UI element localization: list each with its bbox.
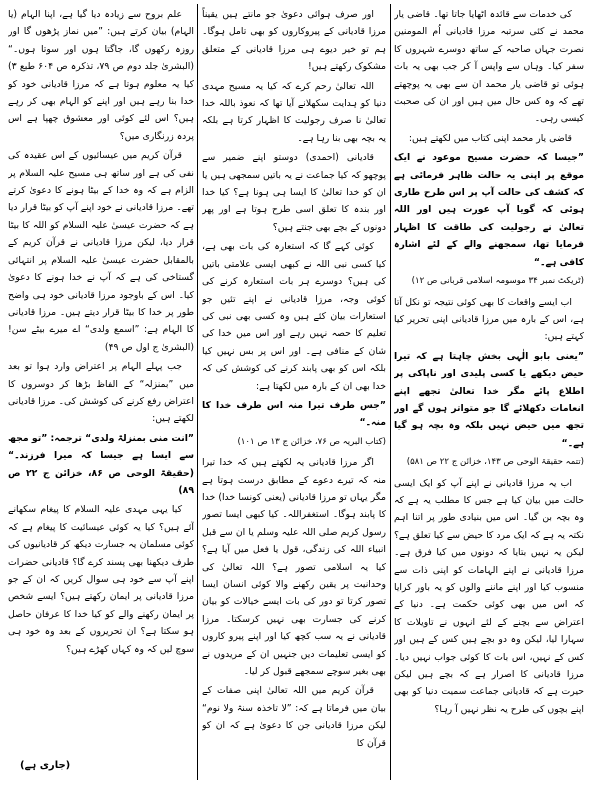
paragraph: قرآن کریم میں اللہ تعالیٰ اپنی صفات کے بیان میں فرماتا ہے کہ: ”لا تاخذہ سنۃ ولا نوم“ لیکن مرزا قادیانی جن کا دعویٰ ہے کہ ان کو قرآن کا: [202, 685, 386, 749]
paragraph: قاضی یار محمد اپنی کتاب میں لکھتے ہیں:: [408, 132, 572, 144]
column-middle: [202, 6, 386, 778]
paragraph: علم بروح سے زیادہ دیا گیا ہے، اپنا الہام (یا الہام) بیان کرتے ہیں: ”میں نماز پڑھوں گا اور روزہ رکھوں گا، جاگتا ہوں اور سوتا ہوں۔“ (البشریٰ جلد دوم ص ۷۹، تذکرہ ص ۶۰۴ طبع ۳) کیا یہ معلوم ہوتا ہے کہ مرزا قادیانی خود کو خدا بنا رہے ہیں اور اپنے کو الہام بھی کر رہے ہیں؟ اس لئے کوئی اور معشوق چھپا ہے اس پردہ زرنگاری میں؟: [8, 9, 194, 142]
paragraph: کوئی کہے گا کہ استعارہ کی بات بھی ہے، کیا کسی نبی اللہ نے کبھی ایسی علامتی باتیں کی ہیں؟ دوسرے ہر بات استعارہ کرنے کی کوئی وجہ، مرزا قادیانی نے اپنے تئیں جو استعارات بیان کئے ہیں وہ کسی بھی نبی کی تعلیم کا حصہ نہیں رہے اور اس میں خدا کی شان کے منافی ہے۔ اور اس پر بس نہیں کیا بلکہ اس کو بھی پابند کرنے کی کوشش کی کہ خدا بھی ان کے بارہ میں لکھتا ہے:: [202, 241, 386, 392]
paragraph: قادیانی (احمدی) دوستو اپنے ضمیر سے پوچھو کہ کیا جماعت نے یہ باتیں سمجھی ہیں یا ان کو خدا تعالیٰ کا ایسا ہی ہونا ہے؟ کیا خدا اور بندہ کا تعلق اسی طرح ہوتا ہے اور پھر دونوں کے بچے بھی جنتے ہیں؟: [202, 152, 386, 233]
paragraph: اللہ تعالیٰ رحم کرے کہ کیا یہ مسیح مہدی دنیا کو ہدایت سکھلانے آیا تھا کہ نعوذ باللہ خدا تعالیٰ نا صرف رجولیت کا اظہار کرتا ہے بلکہ یہ بچہ بھی بنا رہا ہے۔: [202, 80, 386, 144]
paragraph: کیا یہی مہدی علیہ السلام کا پیغام سکھانے آئے ہیں؟ کیا یہ کوئی عیسائیت کا پیغام ہے کہ کوئی مسلمان یہ جسارت دیکھ کر قادیانیوں کی طرف دیکھنا بھی پسند کرے گا؟ قادیانی حضرات اپنے آپ سے خود ہی سوال کریں کہ ان کے جو مرزا قادیانی پر ایمان رکھتے ہیں؟ ایسے شخص پر ایمان رکھنے والے کو کیا خدا کا عرفان حاصل ہو سکتا ہے؟ ان تحریروں کے بعد وہ خود ہی سوچ لیں کہ وہ کہاں کھڑے ہیں؟: [8, 504, 194, 655]
paragraph: قرآن کریم میں عیسائیوں کے اس عقیدہ کی نفی کی ہے اور ساتھ ہی مسیح علیہ السلام پر الزام ہے کہ وہ خدا کے بیٹا ہونے کا دعویٰ کرتے تھے۔ مرزا قادیانی نے خود اپنے آپ کو بیٹا قرار دیا ہے کہ حضرت عیسیٰ علیہ السلام کو اللہ کا بیٹا قرار دیا، لیکن مرزا قادیانی نے قرآن کریم کے بالمقابل حضرت عیسیٰ علیہ السلام پر انتہائی گستاخی کی ہے کہ آپ نے خدا ہونے کا دعویٰ کیا۔ اس کے باوجود مرزا قادیانی خود ہی واضح طور پر خدا کا بیٹا قرار دیتے ہیں۔ مرزا قادیانی کا الہام ہے: ”اسمع ولدی“ اے میرے بیٹے سن! (البشریٰ ج اول ص ۴۹): [8, 150, 194, 353]
reference: (کتاب البریہ ص ۷۶، خزائن ج ۱۳ ص ۱۰۱): [237, 436, 386, 447]
column-right: [394, 6, 584, 778]
paragraph: جب پہلے الہام پر اعتراض وارد ہوا تو بعد میں ”بمنزلہ“ کے الفاظ بڑھا کر دوسروں کا اعتراض رفع کرنے کی کوشش کی۔ مرزا قادیانی لکھتے ہیں:: [8, 361, 194, 425]
paragraph: اور صرف ہوائی دعویٰ جو مانتے ہیں یقیناً مرزا قادیانی کے پیروکاروں کو بھی تامل ہوگا۔ ہم تو خیر دیوے ہی مرزا قادیانی کے متعلق مشکوک رکھتے ہیں!: [202, 9, 386, 73]
quotation: ”جس طرف تیرا منہ اس طرف خدا کا منہ۔“: [202, 399, 386, 429]
paragraph: اب یہ مرزا قادیانی نے اپنے آپ کو ایک ایسی حالت میں بیان کیا ہے جس کا مطلب یہ ہے کہ وہ بچہ بن گیا۔ اس میں بنیادی طور پر اتنا اہم نکتہ یہ ہے کہ ایک مرد کا حیض سے کیا تعلق ہے؟ لیکن یہ نہیں بتایا کہ دونوں میں کیا فرق ہے۔ مرزا قادیانی نے اپنے الہامات کو اپنی ذات سے منسوب کیا اور اپنے ماننے والوں کو یہ باور کرایا کہ اس میں بھی کوئی حکمت ہے۔ دنیا کے اعتراض سے بچنے کے لئے انہوں نے تاویلات کا سہارا لیا، لیکن وہ دو بچے ہیں کس کے ہیں اور کس کے نہیں، اس بات کا کوئی جواب نہیں دیا۔ مرزا قادیانی کا اصرار ہے کہ بچے ہیں لیکن حیرت ہے کہ قادیانی جماعت سمیت دنیا کو بھی اپنے بچوں کی طرح یہ نظر نہیں آ رہا؟: [394, 477, 584, 715]
continued-label: (جاری ہے): [20, 760, 71, 771]
reference: (تتمہ حقیقۃ الوحی ص ۱۴۳، خزائن ج ۲۲ ص ۵۸۱): [406, 457, 584, 468]
reference: (ٹریکٹ نمبر ۳۴ موسومہ اسلامی قربانی ص ۱۲): [411, 276, 584, 287]
paragraph: اگر مرزا قادیانی یہ لکھتے ہیں کہ خدا تیرا منہ کہ تیرے دعوے کے مطابق درست ہوتا ہے مگر یہاں تو مرزا قادیانی (یعنی کونسا خدا) خدا کا پابند ہوگا۔ استغفراللہ۔ کیا کبھی ایسا تصور رسول کریم صلی اللہ علیہ وسلم یا ان سے قبل انبیاء اللہ کی زندگی، قول یا فعل میں آیا ہے؟ کیا یہ اسلامی تصور ہے؟ اللہ تعالیٰ کی وحدانیت پر یقین رکھنے والا کوئی انسان ایسا تصور کرتا تو دور کی بات ایسے خیالات کو بیان کرنے کی جسارت بھی نہیں کرسکتا۔ مرزا قادیانی نے یہ سب کچھ کیا اور اپنے پیرو کاروں کو ایسی تعلیمات دیں جنہیں ان کے مریدوں نے بھی بغیر سوچے سمجھے قبول کر لیا۔: [202, 457, 386, 678]
quotation: ”انت منی بمنزلۃ ولدی“ ترجمہ: ”تو مجھ سے ایسا ہے جیسا کہ میرا فرزند۔“ (حقیقۃ الوحی ص ۸۶، خزائن ج ۲۲ ص ۸۹): [8, 432, 194, 496]
column-divider: [390, 4, 391, 780]
column-left: [8, 6, 194, 778]
quotation: ”یعنی بابو الٰہی بخش چاہتا ہے کہ تیرا حیض دیکھے یا کسی پلیدی اور ناپاکی پر اطلاع پائے مگر خدا تعالیٰ تجھے اپنے انعامات دکھلائے گا جو متواتر ہوں گے اور تجھ میں حیض نہیں بلکہ وہ بچہ ہو گیا ہے۔“: [394, 350, 584, 449]
column-divider: [197, 4, 198, 780]
quotation: ”جیسا کہ حضرت مسیح موعود نے ایک موقع پر اپنی یہ حالت ظاہر فرمائی ہے کہ کشف کی حالت آپ پر اس طرح طاری ہوئی کہ گویا آپ عورت ہیں اور اللہ تعالیٰ نے رجولیت کی طاقت کا اظہار فرمایا تھا، سمجھنے والے کے لئے اشارہ کافی ہے۔“: [394, 152, 584, 268]
paragraph: کی خدمات سے قائدہ اٹھایا جاتا تھا۔ قاضی یار محمد نے کئی سرتبہ مرزا قادیانی اُم المومنین نصرت جہاں صاحبہ کے ساتھ دوسرے شہروں کا سفر کیا۔ وہاں سے واپس آ کر جب بھی یہ بات ہوئی تو قاضی یار محمد ان سے بھی یہ پوچھتے تھے کہ وہ کس حال میں ہیں اور ان کی صحبت کیسی رہی۔: [394, 9, 584, 125]
paragraph: اب ایسے واقعات کا بھی کوئی نتیجہ تو نکل آتا ہے، اس کے بارہ میں مرزا قادیانی اپنی تحریر کیا کہتے ہیں:: [394, 296, 584, 343]
